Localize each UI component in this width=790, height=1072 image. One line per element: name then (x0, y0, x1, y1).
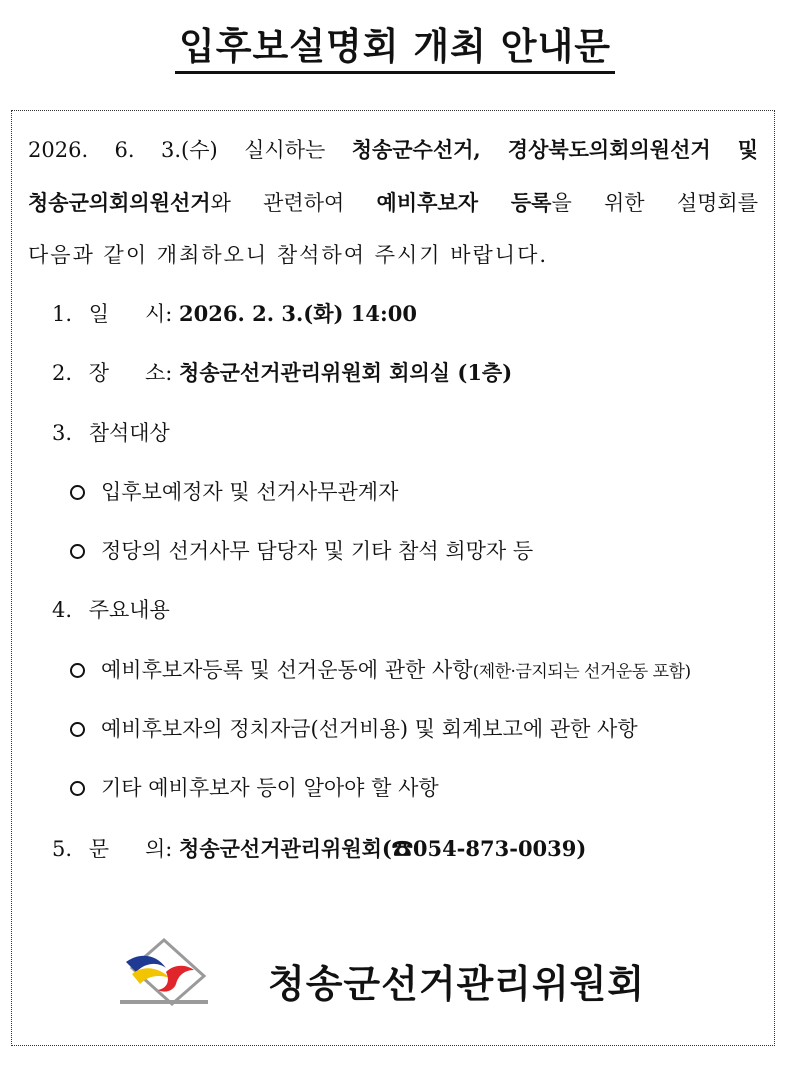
item-place-label-b: 소: (144, 361, 173, 385)
circle-bullet-icon (70, 663, 85, 678)
title-container (0, 24, 790, 74)
item-date-number: 1. (52, 302, 73, 326)
item-content-label: 주요내용 (88, 598, 170, 622)
intro-line-1-text: 2026. 6. 3.(수) 실시하는 (28, 138, 352, 162)
attendees-bullet-1-text: 입후보예정자 및 선거사무관계자 (101, 480, 399, 504)
item-attendees (52, 420, 170, 446)
intro-line-2-text-b: 을 위한 설명회를 (551, 191, 758, 215)
election-commission-logo (118, 938, 210, 1006)
item-place-label-a: 장 (88, 361, 109, 385)
content-bullet-3 (70, 775, 439, 801)
circle-bullet-icon (70, 722, 85, 737)
circle-bullet-icon (70, 544, 85, 559)
item-contact-phone: (☎054-873-0039) (381, 836, 587, 861)
item-place (52, 360, 512, 386)
content-bullet-2-text: 예비후보자의 정치자금(선거비용) 및 회계보고에 관한 사항 (101, 717, 638, 741)
item-date (52, 301, 417, 327)
intro-line-1-bold: 청송군수선거, 경상북도의회의원선거 및 (351, 137, 758, 162)
content-bullet-1-text: 예비후보자등록 및 선거운동에 관한 사항 (101, 658, 473, 682)
intro-line-2-text-a: 와 관련하여 (210, 191, 377, 215)
item-contact-label-a: 문 (88, 837, 109, 861)
item-content-number: 4. (52, 598, 73, 622)
intro-line-2-bold-a: 청송군의회의원선거 (28, 190, 211, 215)
item-date-value: 2026. 2. 3.(화) 14:00 (179, 301, 417, 326)
item-contact (52, 836, 586, 862)
item-attendees-label: 참석대상 (88, 421, 170, 445)
item-content (52, 597, 170, 623)
intro-line-1 (28, 137, 758, 163)
item-date-label-b: 시: (144, 302, 173, 326)
footer-organization: 청송군선거관리위원회 (268, 962, 646, 1006)
intro-line-3: 다음과 같이 개최하오니 참석하여 주시기 바랍니다. (28, 243, 549, 267)
content-bullet-2 (70, 716, 638, 742)
attendees-bullet-2 (70, 538, 533, 564)
circle-bullet-icon (70, 781, 85, 796)
item-contact-org: 청송군선거관리위원회 (179, 836, 382, 861)
intro-line-2-bold-b: 예비후보자 등록 (376, 190, 552, 215)
content-bullet-1-note: (제한·금지되는 선거운동 포함) (472, 662, 691, 682)
page-title: 입후보설명회 개최 안내문 (175, 24, 615, 74)
attendees-bullet-1 (70, 479, 398, 505)
intro-line-2 (28, 190, 758, 216)
item-date-label-a: 일 (88, 302, 109, 326)
content-bullet-3-text: 기타 예비후보자 등이 알아야 할 사항 (101, 776, 439, 800)
item-place-value: 청송군선거관리위원회 회의실 (1층) (179, 360, 513, 385)
content-bullet-1 (70, 657, 691, 685)
item-attendees-number: 3. (52, 421, 73, 445)
item-place-number: 2. (52, 361, 73, 385)
item-contact-label-b: 의: (144, 837, 173, 861)
item-contact-number: 5. (52, 837, 73, 861)
circle-bullet-icon (70, 485, 85, 500)
attendees-bullet-2-text: 정당의 선거사무 담당자 및 기타 참석 희망자 등 (101, 539, 534, 563)
